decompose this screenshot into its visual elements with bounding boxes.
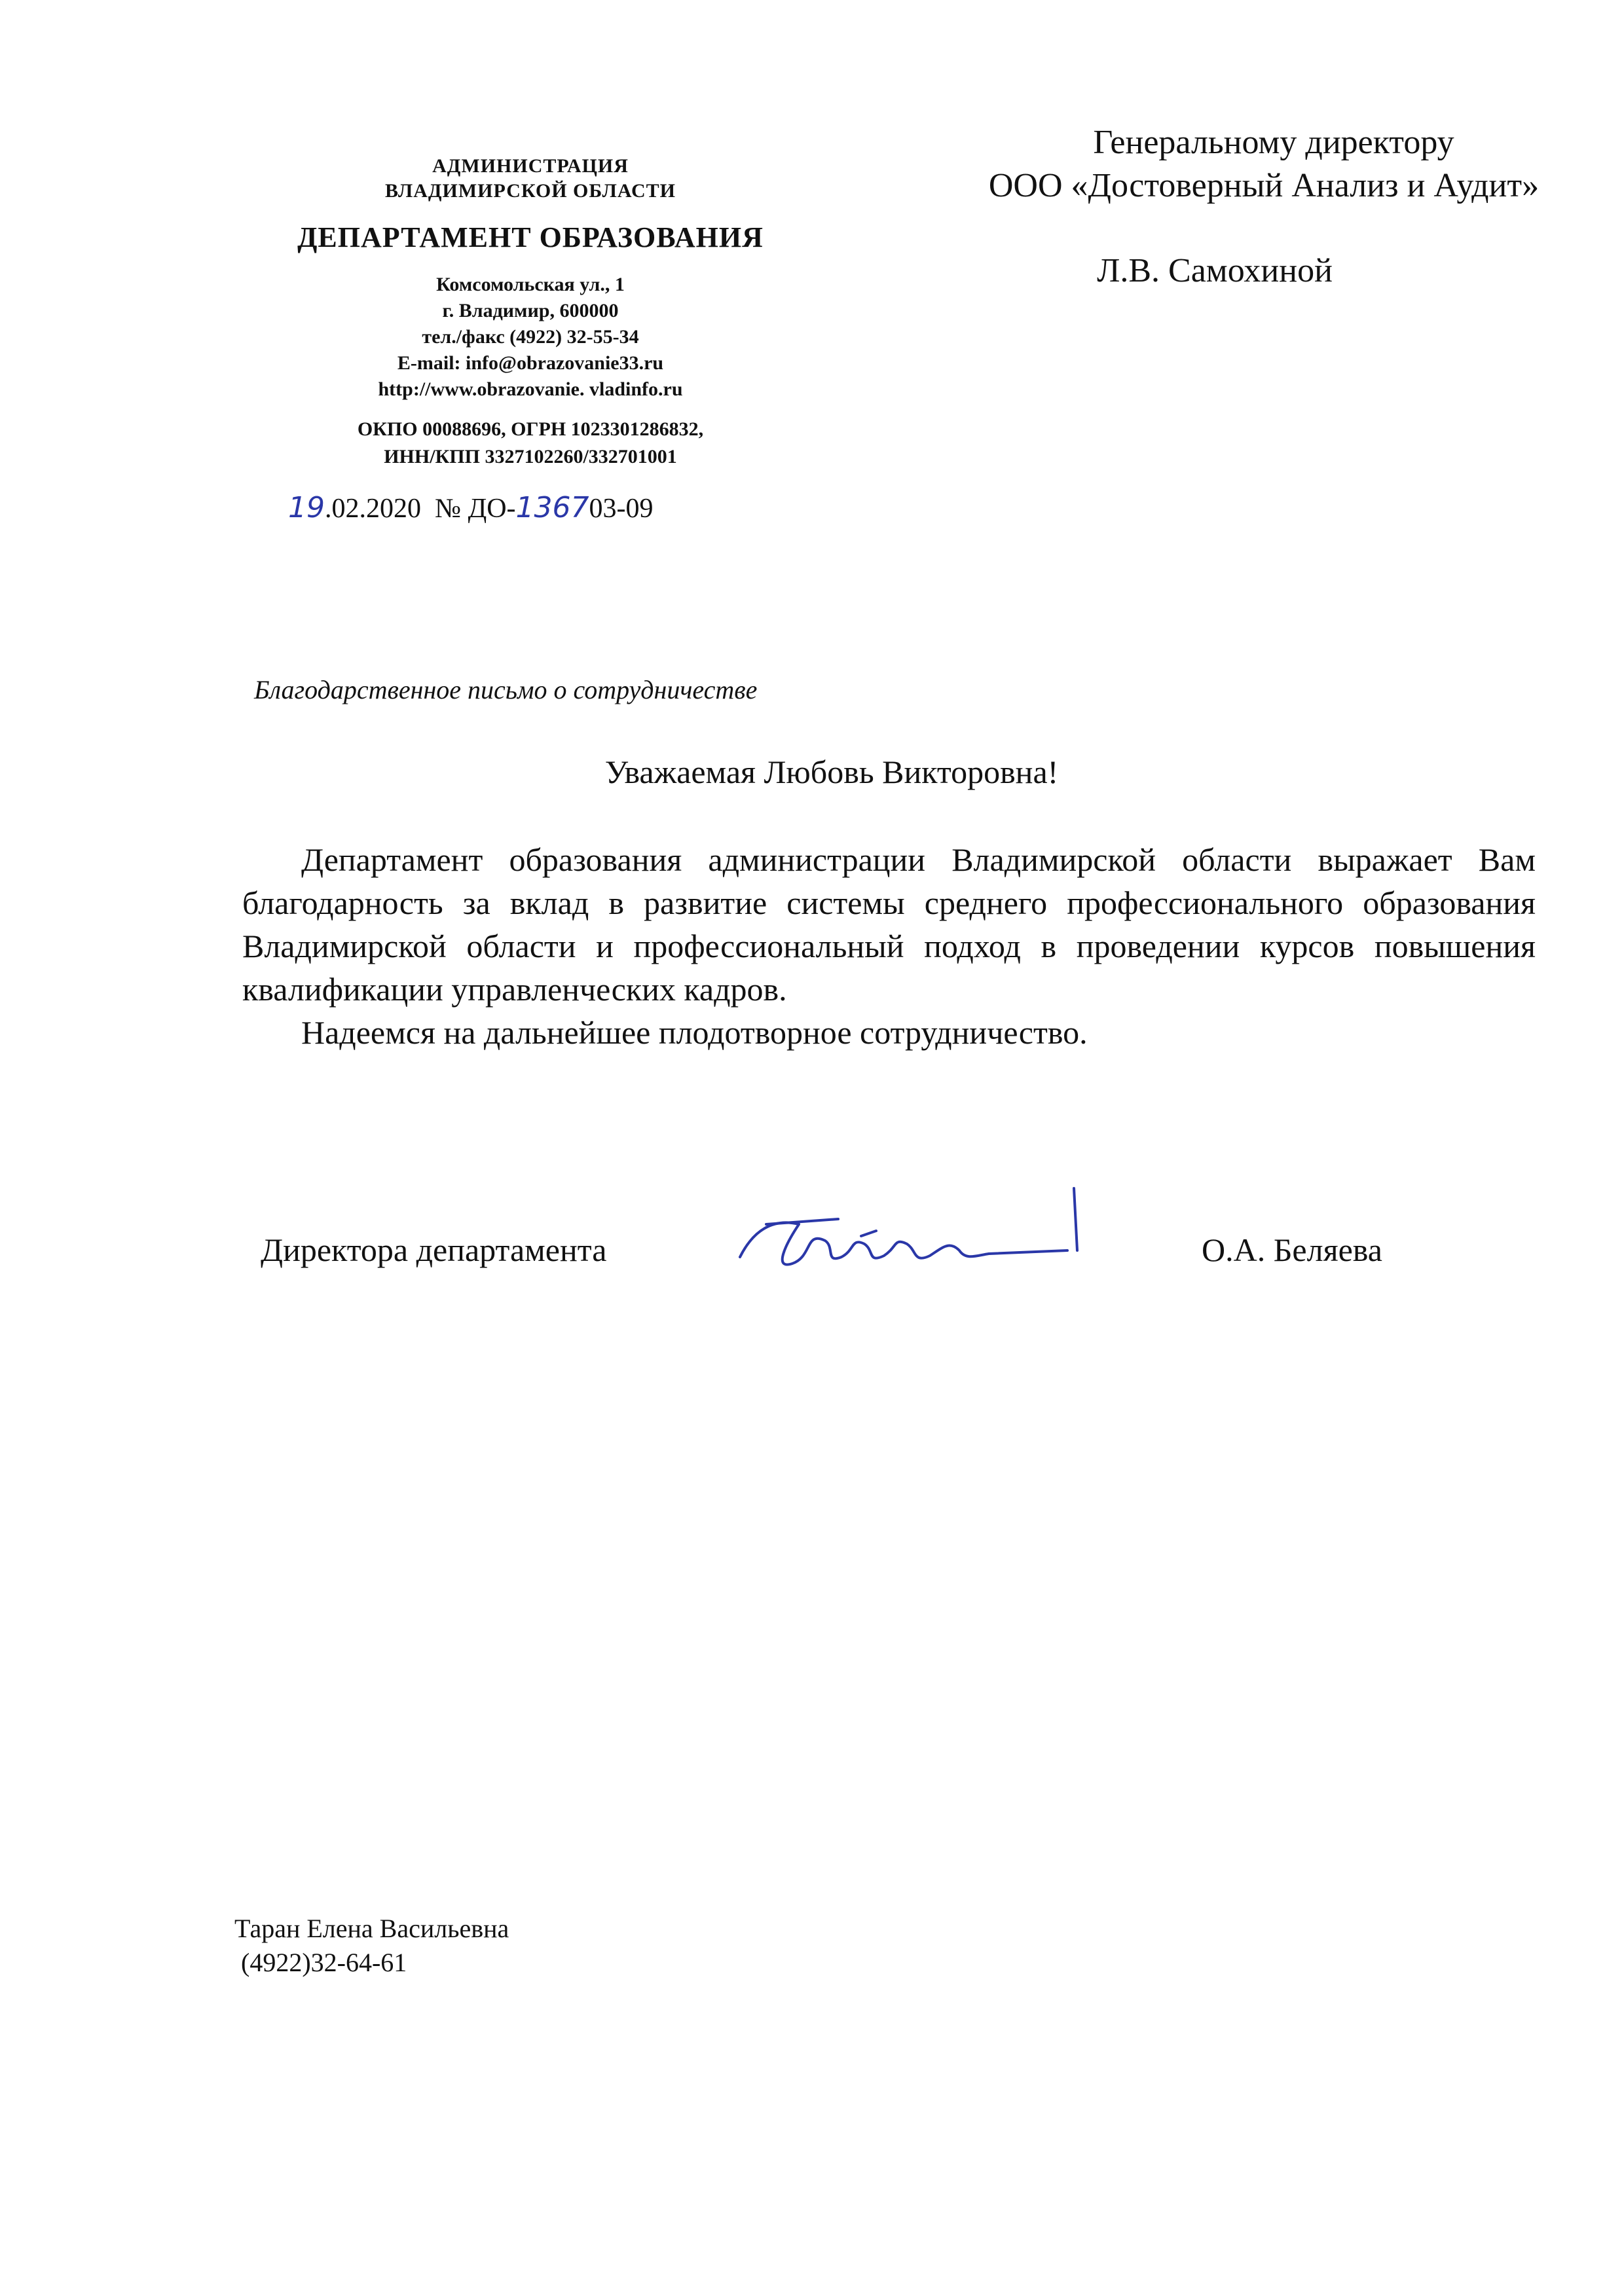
signatory-position: Директора департамента xyxy=(261,1231,607,1268)
signatory-name: О.А. Беляева xyxy=(1202,1231,1382,1268)
letter-subject: Благодарственное письмо о сотрудничестве xyxy=(254,675,758,704)
address-website: http://www.obrazovanie. vladinfo.ru xyxy=(378,378,683,400)
address-street: Комсомольская ул., 1 xyxy=(436,274,625,295)
registration-day-handwritten: 19 xyxy=(288,491,325,524)
letterhead xyxy=(249,154,812,471)
contact-phone: (4922)32-64-61 xyxy=(241,1948,407,1977)
body-paragraph-1: Департамент образования администрации Владимирской области выражает Вам благодарность за вклад в развитие системы среднего профессионального образования Владимирской области и профессиональный подход в проведении курсов повышения квалификации управленческих кадров. xyxy=(242,841,1536,1008)
codes-inn-kpp: ИНН/КПП 3327102260/332701001 xyxy=(384,446,677,467)
handwritten-signature-image xyxy=(727,1178,1094,1290)
contact-name: Таран Елена Васильевна xyxy=(234,1914,509,1943)
registration-line xyxy=(288,491,654,524)
letterhead-address xyxy=(249,272,812,403)
registration-number-handwritten: 1367 xyxy=(515,491,589,524)
codes-okpo-ogrn: ОКПО 00088696, ОГРН 1023301286832, xyxy=(357,418,704,440)
letterhead-admin-line-2: ВЛАДИМИРСКОЙ ОБЛАСТИ xyxy=(385,180,676,202)
letterhead-department: ДЕПАРТАМЕНТ ОБРАЗОВАНИЯ xyxy=(297,221,764,253)
address-phone: тел./факс (4922) 32-55-34 xyxy=(422,326,639,348)
recipient-name: Л.В. Самохиной xyxy=(1097,252,1333,289)
body-paragraph-2: Надеемся на дальнейшее плодотворное сотрудничество. xyxy=(301,1014,1088,1051)
registration-number-suffix: 03-09 xyxy=(589,494,654,524)
letterhead-admin-line-1: АДМИНИСТРАЦИЯ xyxy=(432,155,629,177)
salutation: Уважаемая Любовь Викторовна! xyxy=(604,754,1059,790)
letter-body xyxy=(242,838,1536,1054)
letterhead-codes xyxy=(249,416,812,471)
recipient-title: Генеральному директору xyxy=(1093,124,1454,161)
recipient-block xyxy=(936,121,1591,293)
registration-number-prefix: № ДО- xyxy=(435,494,516,524)
registration-date: .02.2020 xyxy=(325,494,421,524)
address-city: г. Владимир, 600000 xyxy=(442,300,619,321)
address-email: E-mail: info@obrazovanie33.ru xyxy=(397,352,664,374)
contact-block xyxy=(234,1912,509,1980)
recipient-company: ООО «Достоверный Анализ и Аудит» xyxy=(988,167,1540,204)
